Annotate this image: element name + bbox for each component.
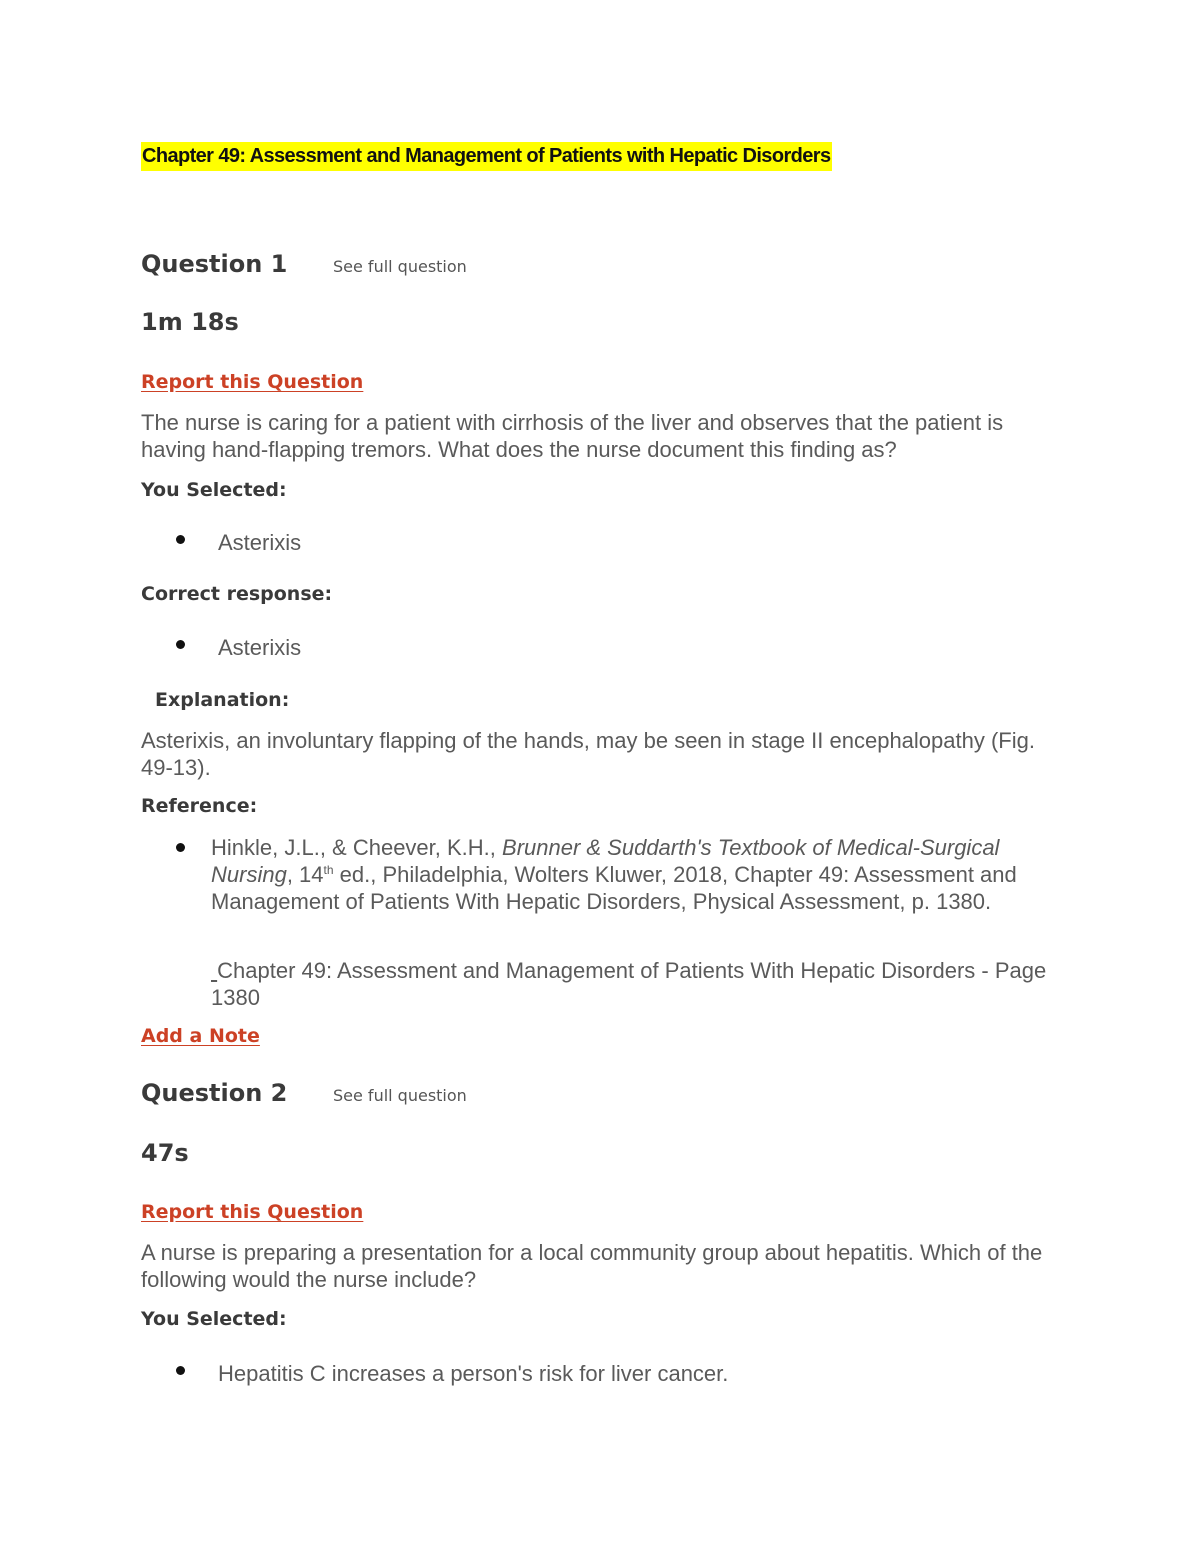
question-1-heading: Question 1 — [141, 250, 288, 278]
question-1-correct-label: Correct response: — [141, 583, 333, 605]
question-1-add-note-link[interactable]: Add a Note — [141, 1025, 260, 1047]
question-1-prompt: The nurse is caring for a patient with cirrhosis of the liver and observes that the patient is having hand-flapping tremors. What does the nurse document this finding as? — [141, 410, 1004, 462]
question-2-heading: Question 2 — [141, 1079, 288, 1107]
question-1-reference-citation: Hinkle, J.L., & Cheever, K.H., Brunner & Suddarth's Textbook of Medical-Surgical Nursing, 14th ed., Philadelphia, Wolters Kluwer, 2018, Chapter 49: Assessment and Management of Patients With Hepatic Disorders, Physical Assessment, p. 1380. — [211, 835, 1017, 914]
question-2-report-link[interactable]: Report this Question — [141, 1201, 364, 1223]
question-1-reference-label: Reference: — [141, 795, 258, 817]
question-2-selected-answer: Hepatitis C increases a person's risk for liver cancer. — [218, 1361, 729, 1386]
question-1-reference-chapter-link[interactable]: Chapter 49: Assessment and Management of Patients With Hepatic Disorders - Page 1380 — [211, 958, 1047, 1010]
bullet-icon — [176, 535, 185, 544]
question-2-prompt: A nurse is preparing a presentation for a local community group about hepatitis. Which of the following would the nurse include? — [141, 1240, 1043, 1292]
question-1-report-link[interactable]: Report this Question — [141, 371, 364, 393]
question-1-you-selected-label: You Selected: — [141, 479, 287, 501]
chapter-title: Chapter 49: Assessment and Management of Patients with Hepatic Disorders — [141, 142, 832, 171]
question-2-see-full-link[interactable]: See full question — [333, 1086, 467, 1105]
bullet-icon — [176, 843, 185, 852]
question-2-you-selected-label: You Selected: — [141, 1308, 287, 1330]
question-1-explanation-label: Explanation: — [155, 689, 290, 711]
question-1-selected-answer: Asterixis — [218, 530, 302, 555]
question-1-correct-answer: Asterixis — [218, 635, 302, 660]
question-2-time: 47s — [141, 1139, 189, 1167]
question-1-explanation: Asterixis, an involuntary flapping of the hands, may be seen in stage II encephalopathy (Fig. 49-13). — [141, 728, 1035, 780]
question-1-see-full-link[interactable]: See full question — [333, 257, 467, 276]
question-1-time: 1m 18s — [141, 308, 239, 336]
bullet-icon — [176, 640, 185, 649]
bullet-icon — [176, 1366, 185, 1375]
